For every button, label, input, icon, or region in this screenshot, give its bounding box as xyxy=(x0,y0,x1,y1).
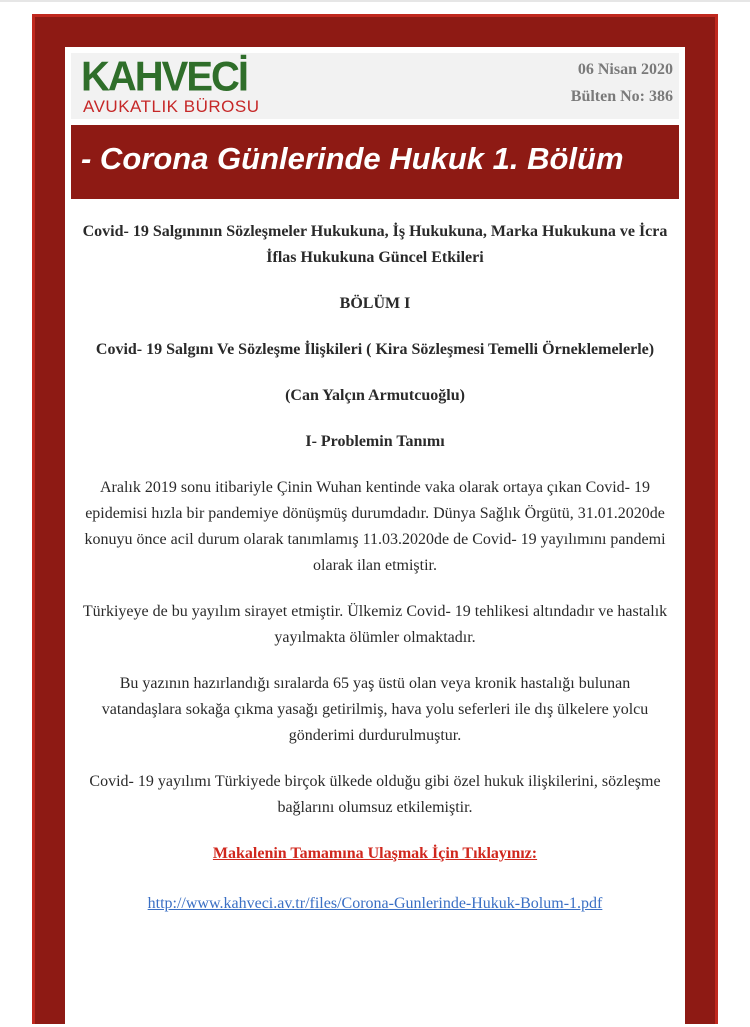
full-article-link[interactable]: Makalenin Tamamına Ulaşmak İçin Tıklayınız: xyxy=(212,845,538,862)
article-content xyxy=(79,207,671,917)
article-subtitle: Covid- 19 Salgınının Sözleşmeler Hukukuna, İş Hukukuna, Marka Hukukuna ve İcra İflas Hukukuna Güncel Etkileri xyxy=(82,223,668,266)
issue-date: 06 Nisan 2020 xyxy=(577,61,673,78)
pdf-url-link[interactable]: http://www.kahveci.av.tr/files/Corona-Gunlerinde-Hukuk-Bolum-1.pdf xyxy=(147,895,603,912)
paragraph-4: Covid- 19 yayılımı Türkiyede birçok ülkede olduğu gibi özel hukuk ilişkilerini, sözleşme bağlarını olumsuz etkilemiştir. xyxy=(89,773,661,816)
top-divider xyxy=(0,0,750,2)
heading: I- Problemin Tanımı xyxy=(305,433,445,450)
paragraph-2: Türkiyeye de bu yayılım sirayet etmiştir. Ülkemiz Covid- 19 tehlikesi altındadır ve hastalık yayılmakta ölümler olmaktadır. xyxy=(82,603,668,646)
newsletter-frame xyxy=(32,14,718,1024)
author: (Can Yalçın Armutcuoğlu) xyxy=(285,387,465,404)
paragraph-1: Aralık 2019 sonu itibariyle Çinin Wuhan kentinde vaka olarak ortaya çıkan Covid- 19 epidemisi hızla bir pandemiye dönüşmüş durumdadır. Dünya Sağlık Örgütü, 31.01.2020de konuyu önce acil durum olarak tanımlamış 11.03.2020de de Covid- 19 yayılımını pandemi olarak ilan etmiştir. xyxy=(84,479,666,574)
section-label: BÖLÜM I xyxy=(339,295,411,312)
paragraph-3: Bu yazının hazırlandığı sıralarda 65 yaş üstü olan veya kronik hastalığı bulunan vatandaşlara sokağa çıkma yasağı getirilmiş, hava yolu seferleri ile dış ülkelere yolcu gönderimi durdurulmuştur. xyxy=(101,675,649,744)
section-title: Covid- 19 Salgını Ve Sözleşme İlişkileri ( Kira Sözleşmesi Temelli Örneklemelerle) xyxy=(95,341,655,358)
header xyxy=(71,53,679,119)
logo-wordmark: KAHVECİ xyxy=(81,53,248,101)
logo-subtitle: AVUKATLIK BÜROSU xyxy=(83,97,260,116)
newsletter-body xyxy=(65,47,685,1027)
issue-number: Bülten No: 386 xyxy=(570,88,673,105)
page-title: - Corona Günlerinde Hukuk 1. Bölüm xyxy=(81,141,624,176)
title-banner xyxy=(71,125,679,199)
